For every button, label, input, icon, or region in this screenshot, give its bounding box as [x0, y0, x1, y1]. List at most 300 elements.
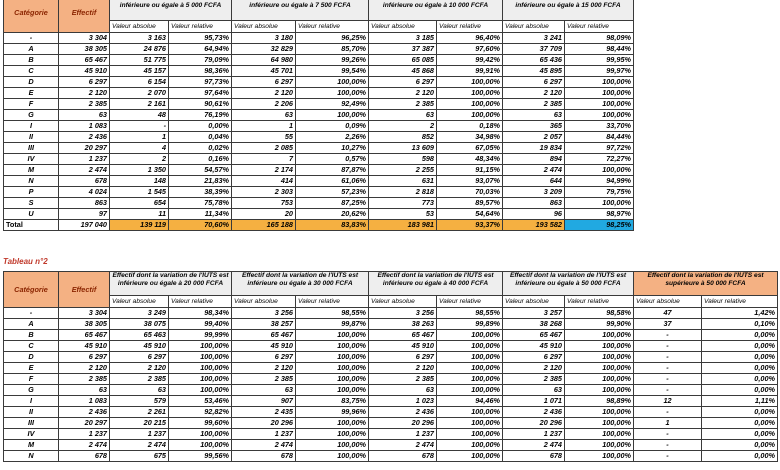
table-cell: 98,89%	[565, 396, 634, 407]
table-cell: 2 070	[110, 88, 169, 99]
table-cell: 93,07%	[437, 176, 503, 187]
table-cell: -	[634, 407, 702, 418]
table-cell: 45 157	[110, 66, 169, 77]
row-label-cell: D	[4, 352, 59, 363]
table-cell: 2 385	[369, 374, 437, 385]
table-cell: 1	[232, 121, 296, 132]
table-cell: 33,70%	[565, 121, 634, 132]
table-cell: 37 387	[369, 44, 437, 55]
header-valeur-relative: Valeur relative	[437, 296, 503, 308]
table-cell: 67,05%	[437, 143, 503, 154]
row-label-cell: M	[4, 165, 59, 176]
table-cell: 100,00%	[437, 341, 503, 352]
table-cell: 1 071	[503, 396, 565, 407]
table-cell: 3 185	[369, 33, 437, 44]
row-label-cell: S	[4, 198, 59, 209]
table-row	[4, 429, 778, 440]
table-cell: 45 701	[232, 66, 296, 77]
table-cell: 100,00%	[437, 99, 503, 110]
header-valeur-relative: Valeur relative	[565, 21, 634, 33]
table-cell: 0,02%	[169, 143, 232, 154]
table-cell: 94,46%	[437, 396, 503, 407]
table-cell: 45 910	[110, 341, 169, 352]
table-cell: 2 057	[503, 132, 565, 143]
table-cell: 2 385	[59, 99, 110, 110]
header-group: Effectif dont la variation de l'IUTS est inférieure ou égale à 50 000 FCFA	[503, 272, 634, 296]
table-cell: 0,00%	[702, 330, 778, 341]
table-cell: 1 545	[110, 187, 169, 198]
row-label-cell: D	[4, 77, 59, 88]
table-cell: 2 474	[59, 165, 110, 176]
table-cell: 100,00%	[169, 352, 232, 363]
table-cell: 2 120	[232, 363, 296, 374]
table-cell: 32 829	[232, 44, 296, 55]
header-valeur-relative: Valeur relative	[702, 296, 778, 308]
table-cell: 99,90%	[565, 319, 634, 330]
row-label-cell: G	[4, 385, 59, 396]
table-cell: 100,00%	[565, 352, 634, 363]
table-cell: 0,57%	[296, 154, 369, 165]
row-label-cell: III	[4, 143, 59, 154]
header-categorie: Catégorie	[4, 272, 59, 308]
table-cell: 100,00%	[565, 374, 634, 385]
table-cell: 24 876	[110, 44, 169, 55]
row-label-cell: I	[4, 121, 59, 132]
table-cell: 54,64%	[437, 209, 503, 220]
table-cell: 100,00%	[437, 330, 503, 341]
table-cell: 3 163	[110, 33, 169, 44]
header-valeur-absolue: Valeur absolue	[232, 21, 296, 33]
table-cell: 63	[232, 110, 296, 121]
table-2-body	[4, 308, 778, 462]
table-cell: 0,00%	[702, 385, 778, 396]
table-cell: 53,46%	[169, 396, 232, 407]
table-cell: 365	[503, 121, 565, 132]
table-cell: 100,00%	[296, 88, 369, 99]
table-cell: 90,61%	[169, 99, 232, 110]
table-cell: 2 120	[369, 88, 437, 99]
table-cell: 100,00%	[565, 330, 634, 341]
table-cell: 414	[232, 176, 296, 187]
table-row	[4, 209, 634, 220]
table-cell: 6 297	[110, 352, 169, 363]
header-valeur-absolue: Valeur absolue	[369, 296, 437, 308]
table-cell: -	[634, 374, 702, 385]
table-cell: 6 297	[369, 77, 437, 88]
table-cell: 678	[232, 451, 296, 462]
table-cell: 83,83%	[296, 220, 369, 231]
table-cell: 13 609	[369, 143, 437, 154]
table-cell: -	[634, 330, 702, 341]
header-effectif: Effectif	[59, 0, 110, 33]
table-cell: 1 237	[110, 429, 169, 440]
table-cell: 2,26%	[296, 132, 369, 143]
table-cell: 47	[634, 308, 702, 319]
table-cell: 100,00%	[296, 330, 369, 341]
table-cell: 20,62%	[296, 209, 369, 220]
table-cell: -	[634, 429, 702, 440]
table-cell: 20 296	[369, 418, 437, 429]
table-cell: 2 474	[59, 440, 110, 451]
table-row	[4, 55, 634, 66]
table-cell: 100,00%	[437, 440, 503, 451]
row-label-cell: C	[4, 66, 59, 77]
table-cell: 20 297	[59, 143, 110, 154]
table-cell: 99,95%	[565, 55, 634, 66]
table-row	[4, 407, 778, 418]
table-cell: 863	[503, 198, 565, 209]
table-cell: 99,91%	[437, 66, 503, 77]
table-cell: 64,94%	[169, 44, 232, 55]
table-cell: 48,34%	[437, 154, 503, 165]
table-cell: 100,00%	[296, 363, 369, 374]
table-cell: 100,00%	[437, 451, 503, 462]
table-cell: 38 268	[503, 319, 565, 330]
table-cell: 100,00%	[437, 88, 503, 99]
row-label-cell: A	[4, 319, 59, 330]
row-label-cell: A	[4, 44, 59, 55]
table-row	[4, 198, 634, 209]
table-cell: 100,00%	[296, 352, 369, 363]
table-cell: 99,40%	[169, 319, 232, 330]
table-cell: 99,89%	[437, 319, 503, 330]
table-cell: 45 910	[232, 341, 296, 352]
table-cell: 2 255	[369, 165, 437, 176]
table-2	[3, 271, 778, 462]
table-cell: 1 237	[59, 154, 110, 165]
table-cell: 3 241	[503, 33, 565, 44]
table-row	[4, 352, 778, 363]
table-cell: 100,00%	[565, 429, 634, 440]
table-cell: 100,00%	[565, 440, 634, 451]
table-cell: 6 297	[503, 77, 565, 88]
table-cell: 631	[369, 176, 437, 187]
total-row	[4, 220, 634, 231]
table-cell: -	[634, 341, 702, 352]
table-cell: 61,06%	[296, 176, 369, 187]
table-cell: 100,00%	[565, 77, 634, 88]
table-cell: 100,00%	[169, 374, 232, 385]
table-cell: 65 085	[369, 55, 437, 66]
table-cell: 6 154	[110, 77, 169, 88]
table-row	[4, 88, 634, 99]
table-cell: 753	[232, 198, 296, 209]
row-label-cell: U	[4, 209, 59, 220]
table-cell: 100,00%	[437, 352, 503, 363]
table-cell: 65 463	[110, 330, 169, 341]
table-cell: 65 467	[59, 330, 110, 341]
table-cell: 2 120	[369, 363, 437, 374]
table-cell: 99,97%	[565, 66, 634, 77]
table-cell: 96,25%	[296, 33, 369, 44]
table-row	[4, 176, 634, 187]
table-cell: 2 120	[110, 363, 169, 374]
row-label-cell: M	[4, 440, 59, 451]
table-row	[4, 33, 634, 44]
table-cell: 6 297	[503, 352, 565, 363]
row-label-cell: E	[4, 363, 59, 374]
table-cell: 2 474	[232, 440, 296, 451]
table-cell: 100,00%	[437, 429, 503, 440]
table-cell: 92,82%	[169, 407, 232, 418]
table-cell: 98,55%	[296, 308, 369, 319]
table-cell: 6 297	[369, 352, 437, 363]
table-cell: 100,00%	[169, 341, 232, 352]
table-cell: 1 237	[369, 429, 437, 440]
table-cell: -	[634, 451, 702, 462]
row-label-cell: F	[4, 99, 59, 110]
table-row	[4, 154, 634, 165]
table-cell: 98,34%	[169, 308, 232, 319]
table-cell: 100,00%	[565, 385, 634, 396]
table-row	[4, 308, 778, 319]
table-cell: 2 085	[232, 143, 296, 154]
table-row	[4, 44, 634, 55]
table-cell: 99,99%	[169, 330, 232, 341]
table-cell: 10,27%	[296, 143, 369, 154]
table-cell: 98,36%	[169, 66, 232, 77]
table-cell: 894	[503, 154, 565, 165]
table-cell: 0,00%	[702, 418, 778, 429]
header-group: inférieure ou égale à 5 000 FCFA	[110, 0, 232, 21]
table-cell: 20 296	[503, 418, 565, 429]
table-2-title: Tableau n°2	[3, 257, 48, 266]
header-group: Effectif dont la variation de l'IUTS est inférieure ou égale à 40 000 FCFA	[369, 272, 503, 296]
table-cell: 63	[59, 110, 110, 121]
table-cell: 55	[232, 132, 296, 143]
table-cell: 2 303	[232, 187, 296, 198]
table-row	[4, 165, 634, 176]
header-valeur-relative: Valeur relative	[565, 296, 634, 308]
table-cell: 99,96%	[296, 407, 369, 418]
table-cell: 45 910	[503, 341, 565, 352]
table-row	[4, 66, 634, 77]
row-label-cell: N	[4, 451, 59, 462]
table-cell: 99,54%	[296, 66, 369, 77]
table-cell: 100,00%	[565, 451, 634, 462]
table-row	[4, 330, 778, 341]
row-label-cell: II	[4, 407, 59, 418]
table-cell: 79,09%	[169, 55, 232, 66]
table-cell: 3 180	[232, 33, 296, 44]
table-cell: 63	[110, 385, 169, 396]
table-cell: 2 120	[59, 363, 110, 374]
table-cell: 7	[232, 154, 296, 165]
table-cell: 100,00%	[565, 99, 634, 110]
table-cell: 2 474	[110, 440, 169, 451]
table-cell: 93,37%	[437, 220, 503, 231]
table-1-body	[4, 33, 634, 231]
table-cell: 2 474	[369, 440, 437, 451]
header-valeur-absolue: Valeur absolue	[232, 296, 296, 308]
table-row	[4, 319, 778, 330]
table-cell: 100,00%	[565, 165, 634, 176]
row-label-cell: C	[4, 341, 59, 352]
table-cell: 1 083	[59, 121, 110, 132]
header-valeur-absolue: Valeur absolue	[110, 21, 169, 33]
table-cell: 2 436	[59, 407, 110, 418]
table-cell: 0,16%	[169, 154, 232, 165]
table-cell: 4	[110, 143, 169, 154]
table-cell: 2 120	[232, 88, 296, 99]
row-label-cell: IV	[4, 429, 59, 440]
table-row	[4, 341, 778, 352]
header-valeur-relative: Valeur relative	[169, 21, 232, 33]
table-cell: 99,87%	[296, 319, 369, 330]
table-cell: 0,04%	[169, 132, 232, 143]
table-cell: 2 385	[59, 374, 110, 385]
table-cell: 148	[110, 176, 169, 187]
table-cell: 38 305	[59, 44, 110, 55]
table-cell: 3 257	[503, 308, 565, 319]
table-cell: 63	[369, 385, 437, 396]
table-cell: 100,00%	[296, 110, 369, 121]
table-cell: 0,00%	[702, 451, 778, 462]
row-label-cell: G	[4, 110, 59, 121]
header-valeur-absolue: Valeur absolue	[634, 296, 702, 308]
table-cell: 3 304	[59, 33, 110, 44]
table-cell: 773	[369, 198, 437, 209]
table-cell: -	[634, 363, 702, 374]
table-cell: 907	[232, 396, 296, 407]
row-label-cell: P	[4, 187, 59, 198]
table-cell: 6 297	[232, 352, 296, 363]
table-cell: 100,00%	[296, 385, 369, 396]
table-cell: 100,00%	[296, 440, 369, 451]
table-cell: 2 435	[232, 407, 296, 418]
table-row	[4, 99, 634, 110]
table-cell: 2 120	[59, 88, 110, 99]
table-cell: 12	[634, 396, 702, 407]
table-cell: 97,72%	[565, 143, 634, 154]
table-cell: 100,00%	[169, 440, 232, 451]
table-cell: 75,78%	[169, 198, 232, 209]
table-cell: 38 263	[369, 319, 437, 330]
table-cell: 165 188	[232, 220, 296, 231]
table-row	[4, 374, 778, 385]
table-cell: 2 261	[110, 407, 169, 418]
table-cell: 65 467	[59, 55, 110, 66]
header-group: inférieure ou égale à 15 000 FCFA	[503, 0, 634, 21]
table-cell: 1	[110, 132, 169, 143]
table-cell: 1 023	[369, 396, 437, 407]
header-categorie: Catégorie	[4, 0, 59, 33]
table-cell: 2 385	[232, 374, 296, 385]
table-cell: 6 297	[59, 352, 110, 363]
table-cell: 2 120	[503, 88, 565, 99]
table-cell: 1 083	[59, 396, 110, 407]
table-cell: 65 467	[503, 330, 565, 341]
table-cell: 2 818	[369, 187, 437, 198]
table-cell: 89,57%	[437, 198, 503, 209]
table-cell: 2 174	[232, 165, 296, 176]
row-label-cell: IV	[4, 154, 59, 165]
table-cell: -	[634, 385, 702, 396]
header-valeur-relative: Valeur relative	[169, 296, 232, 308]
table-cell: 34,98%	[437, 132, 503, 143]
table-cell: 99,60%	[169, 418, 232, 429]
header-valeur-absolue: Valeur absolue	[110, 296, 169, 308]
table-cell: 0,00%	[702, 363, 778, 374]
table-cell: 0,00%	[702, 407, 778, 418]
table-cell: 63	[503, 110, 565, 121]
table-cell: 63	[369, 110, 437, 121]
table-cell: 1 350	[110, 165, 169, 176]
table-row	[4, 110, 634, 121]
table-cell: 0,18%	[437, 121, 503, 132]
table-cell: 2 474	[503, 165, 565, 176]
table-cell: 98,44%	[565, 44, 634, 55]
table-cell: 45 868	[369, 66, 437, 77]
table-cell: 100,00%	[565, 110, 634, 121]
header-group: inférieure ou égale à 10 000 FCFA	[369, 0, 503, 21]
table-row	[4, 363, 778, 374]
header-valeur-relative: Valeur relative	[296, 296, 369, 308]
table-cell: 644	[503, 176, 565, 187]
table-cell: 21,83%	[169, 176, 232, 187]
table-cell: 100,00%	[296, 374, 369, 385]
header-group: inférieure ou égale à 7 500 FCFA	[232, 0, 369, 21]
table-cell: 45 895	[503, 66, 565, 77]
header-valeur-absolue: Valeur absolue	[369, 21, 437, 33]
table-cell: 2 120	[503, 363, 565, 374]
table-cell: 0,00%	[702, 440, 778, 451]
table-cell: 87,25%	[296, 198, 369, 209]
table-cell: 20	[232, 209, 296, 220]
table-cell: 96	[503, 209, 565, 220]
row-label-cell: -	[4, 308, 59, 319]
table-cell: 3 256	[369, 308, 437, 319]
table-cell: 38 305	[59, 319, 110, 330]
table-cell: 91,15%	[437, 165, 503, 176]
table-cell: 2 385	[369, 99, 437, 110]
table-cell: 139 119	[110, 220, 169, 231]
table-cell: 57,23%	[296, 187, 369, 198]
table-cell: 183 981	[369, 220, 437, 231]
table-cell: 100,00%	[296, 451, 369, 462]
table-cell: 100,00%	[437, 110, 503, 121]
table-cell: 0,00%	[702, 341, 778, 352]
table-cell: 2 436	[503, 407, 565, 418]
table-cell: 96,40%	[437, 33, 503, 44]
table-cell: 2	[110, 154, 169, 165]
table-cell: 100,00%	[437, 363, 503, 374]
table-cell: 45 910	[59, 66, 110, 77]
table-cell: 3 209	[503, 187, 565, 198]
table-cell: 11,34%	[169, 209, 232, 220]
table-cell: 19 834	[503, 143, 565, 154]
table-cell: 45 910	[59, 341, 110, 352]
table-row	[4, 143, 634, 154]
table-cell: 97,60%	[437, 44, 503, 55]
table-cell: 38 257	[232, 319, 296, 330]
table-cell: 95,73%	[169, 33, 232, 44]
table-cell: 98,25%	[565, 220, 634, 231]
table-cell: 20 215	[110, 418, 169, 429]
table-cell: 100,00%	[437, 385, 503, 396]
table-cell: 1 237	[59, 429, 110, 440]
header-group: Effectif dont la variation de l'IUTS est supérieure à 50 000 FCFA	[634, 272, 778, 296]
table-cell: 37 709	[503, 44, 565, 55]
table-row	[4, 187, 634, 198]
table-cell: 0,00%	[702, 374, 778, 385]
table-cell: 6 297	[232, 77, 296, 88]
table-cell: 4 024	[59, 187, 110, 198]
table-cell: 99,26%	[296, 55, 369, 66]
header-valeur-relative: Valeur relative	[437, 21, 503, 33]
table-row	[4, 385, 778, 396]
table-cell: 2 206	[232, 99, 296, 110]
